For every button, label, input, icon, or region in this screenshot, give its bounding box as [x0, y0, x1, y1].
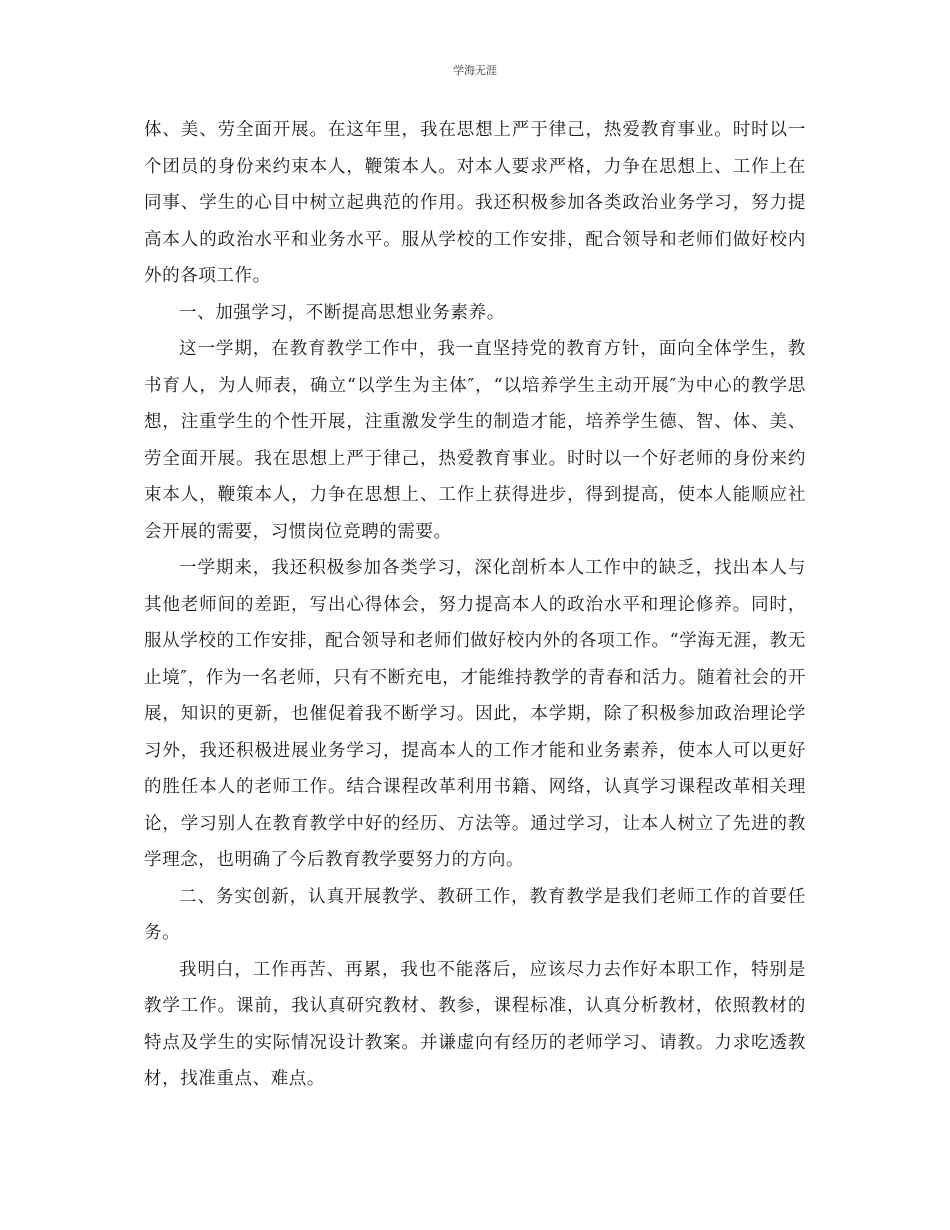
- paragraph-continuous-learning: 一学期来，我还积极参加各类学习，深化剖析本人工作中的缺乏，找出本人与其他老师间的差距，写出心得体会，努力提高本人的政治水平和理论修养。同时，服从学校的工作安排，配合领导和老师们做好校内外的各项工作。“学海无涯，教无止境″，作为一名老师，只有不断充电，才能维持教学的青春和活力。随着社会的开展，知识的更新，也催促着我不断学习。因此，本学期，除了积极参加政治理论学习外，我还积极进展业务学习，提高本人的工作才能和业务素养，使本人可以更好的胜任本人的老师工作。结合课程改革利用书籍、网络，认真学习课程改革相关理论，学习别人在教育教学中好的经历、方法等。通过学习，让本人树立了先进的教学理念，也明确了今后教育教学要努力的方向。: [144, 558, 806, 870]
- section-heading-1: 一、加强学习，不断提高思想业务素养。: [179, 302, 505, 323]
- paragraph-lesson-preparation: 我明白，工作再苦、再累，我也不能落后，应该尽力去作好本职工作，特别是教学工作。课前，我认真研究教材、教参，课程标准，认真分析教材，依照教材的特点及学生的实际情况设计教案。并谦虚向有经历的老师学习、请教。力求吃透教材，找准重点、难点。: [144, 959, 806, 1089]
- page-header-title: 学海无涯: [453, 64, 497, 77]
- paragraph-teaching-philosophy: 这一学期，在教育教学工作中，我一直坚持党的教育方针，面向全体学生，教书育人，为人师表，确立“以学生为主体″，“以培养学生主动开展″为中心的教学思想，注重学生的个性开展，注重激发学生的制造才能，培养学生德、智、体、美、劳全面开展。我在思想上严于律己，热爱教育事业。时时以一个好老师的身份来约束本人，鞭策本人，力争在思想上、工作上获得进步，得到提高，使本人能顺应社会开展的需要，习惯岗位竞聘的需要。: [144, 339, 806, 542]
- section-heading-2: 二、务实创新，认真开展教学、教研工作，教育教学是我们老师工作的首要任务。: [144, 886, 806, 943]
- document-body: [144, 112, 806, 1098]
- paragraph-continuation: 体、美、劳全面开展。在这年里，我在思想上严于律己，热爱教育事业。时时以一个团员的身份来约束本人，鞭策本人。对本人要求严格，力争在思想上、工作上在同事、学生的心目中树立起典范的作用。我还积极参加各类政治业务学习，努力提高本人的政治水平和业务水平。服从学校的工作安排，配合领导和老师们做好校内外的各项工作。: [144, 120, 806, 286]
